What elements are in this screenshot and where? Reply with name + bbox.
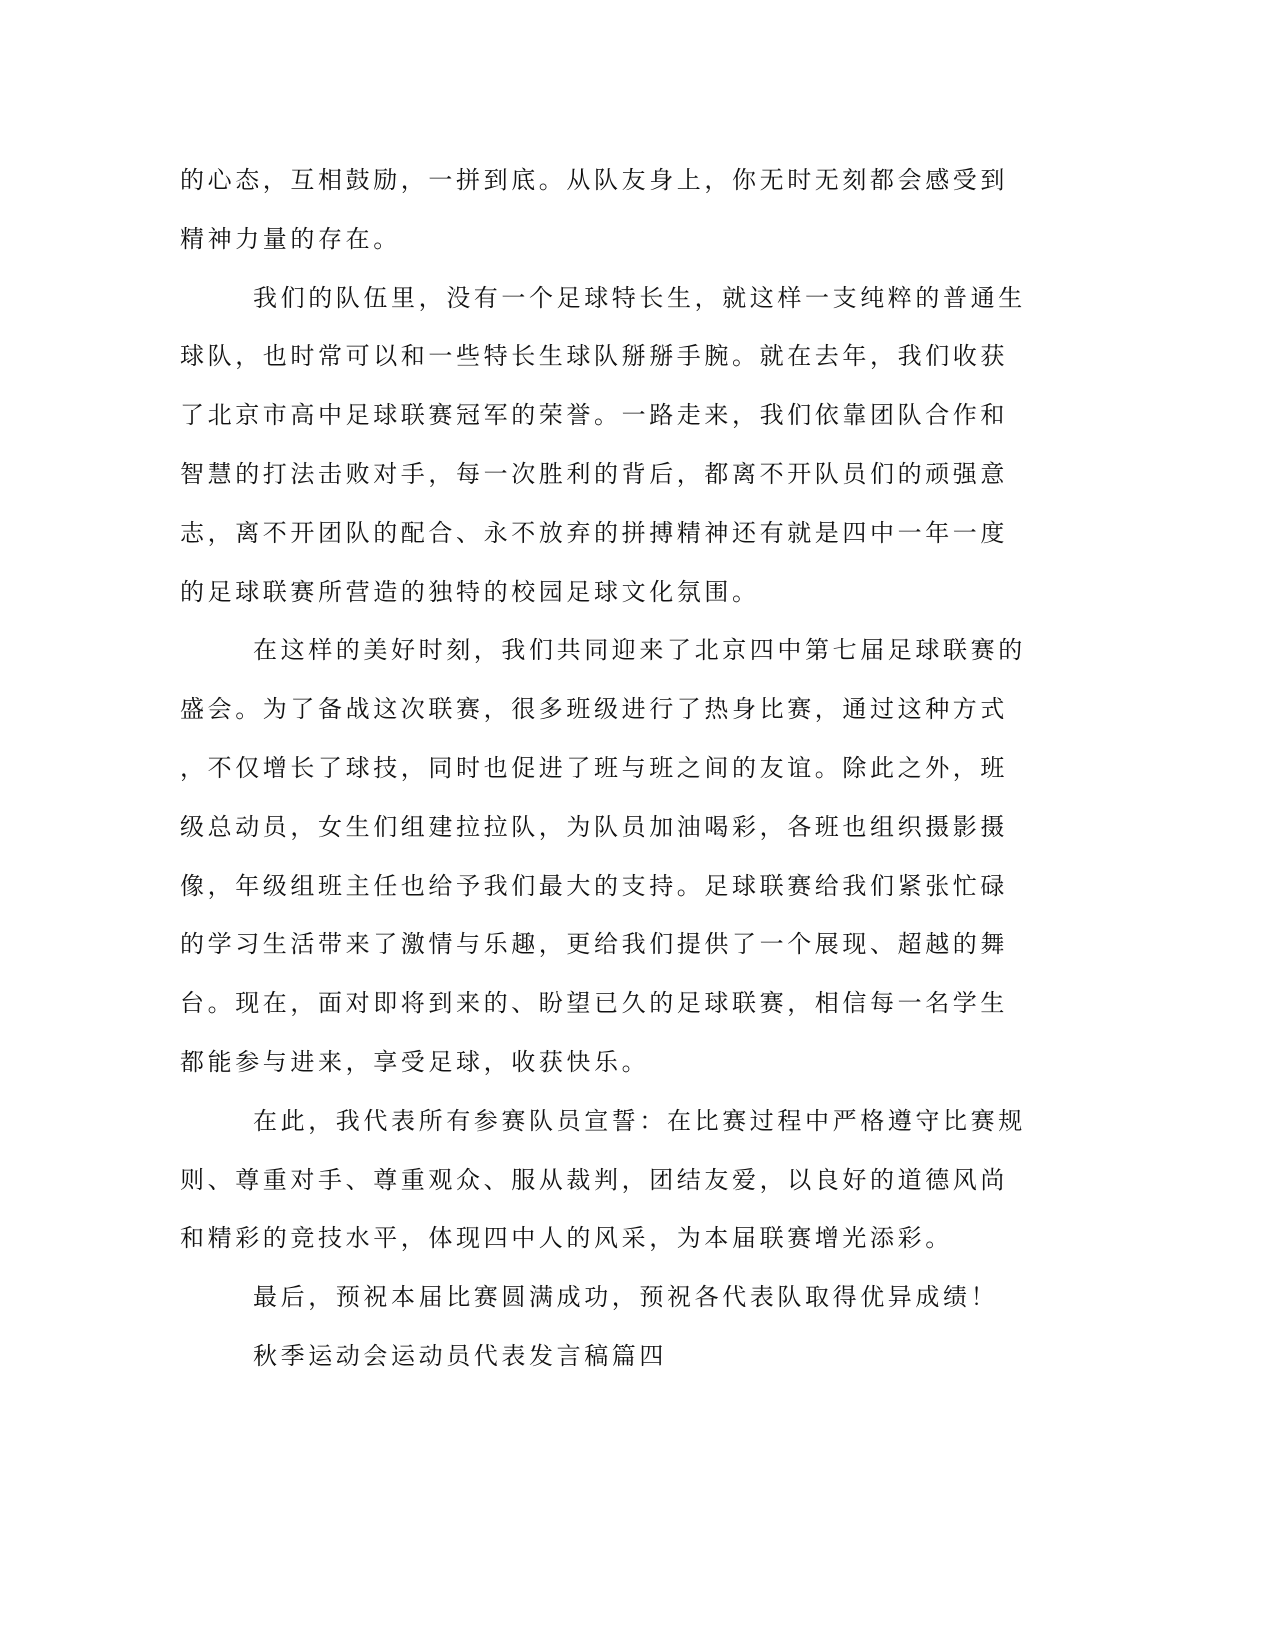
text-line: 和精彩的竞技水平，体现四中人的风采，为本届联赛增光添彩。	[180, 1224, 953, 1253]
paragraph-start-line: 在这样的美好时刻，我们共同迎来了北京四中第七届足球联赛的	[253, 636, 1026, 665]
text-line: 盛会。为了备战这次联赛，很多班级进行了热身比赛，通过这种方式	[180, 695, 1008, 724]
text-line: 精神力量的存在。	[180, 224, 401, 253]
text-line: 都能参与进来，享受足球，收获快乐。	[180, 1047, 650, 1076]
section-heading: 秋季运动会运动员代表发言稿篇四	[253, 1341, 667, 1370]
text-line: 的学习生活带来了激情与乐趣，更给我们提供了一个展现、超越的舞	[180, 930, 1008, 959]
text-line: ，不仅增长了球技，同时也促进了班与班之间的友谊。除此之外，班	[180, 753, 1008, 782]
paragraph-start-line: 我们的队伍里，没有一个足球特长生，就这样一支纯粹的普通生	[253, 283, 1026, 312]
document-body	[180, 160, 1060, 1395]
text-line: 智慧的打法击败对手，每一次胜利的背后，都离不开队员们的顽强意	[180, 459, 1008, 488]
text-line: 像，年级组班主任也给予我们最大的支持。足球联赛给我们紧张忙碌	[180, 871, 1008, 900]
text-line: 则、尊重对手、尊重观众、服从裁判，团结友爱，以良好的道德风尚	[180, 1165, 1008, 1194]
text-line: 了北京市高中足球联赛冠军的荣誉。一路走来，我们依靠团队合作和	[180, 401, 1008, 430]
text-line: 球队，也时常可以和一些特长生球队掰掰手腕。就在去年，我们收获	[180, 342, 1008, 371]
text-line: 台。现在，面对即将到来的、盼望已久的足球联赛，相信每一名学生	[180, 989, 1008, 1018]
text-line: 志，离不开团队的配合、永不放弃的拼搏精神还有就是四中一年一度	[180, 518, 1008, 547]
closing-line: 最后，预祝本届比赛圆满成功，预祝各代表队取得优异成绩！	[253, 1283, 999, 1312]
text-line: 级总动员，女生们组建拉拉队，为队员加油喝彩，各班也组织摄影摄	[180, 812, 1008, 841]
paragraph-start-line: 在此，我代表所有参赛队员宣誓：在比赛过程中严格遵守比赛规	[253, 1106, 1026, 1135]
text-line: 的足球联赛所营造的独特的校园足球文化氛围。	[180, 577, 760, 606]
text-line: 的心态，互相鼓励，一拼到底。从队友身上，你无时无刻都会感受到	[180, 166, 1008, 194]
